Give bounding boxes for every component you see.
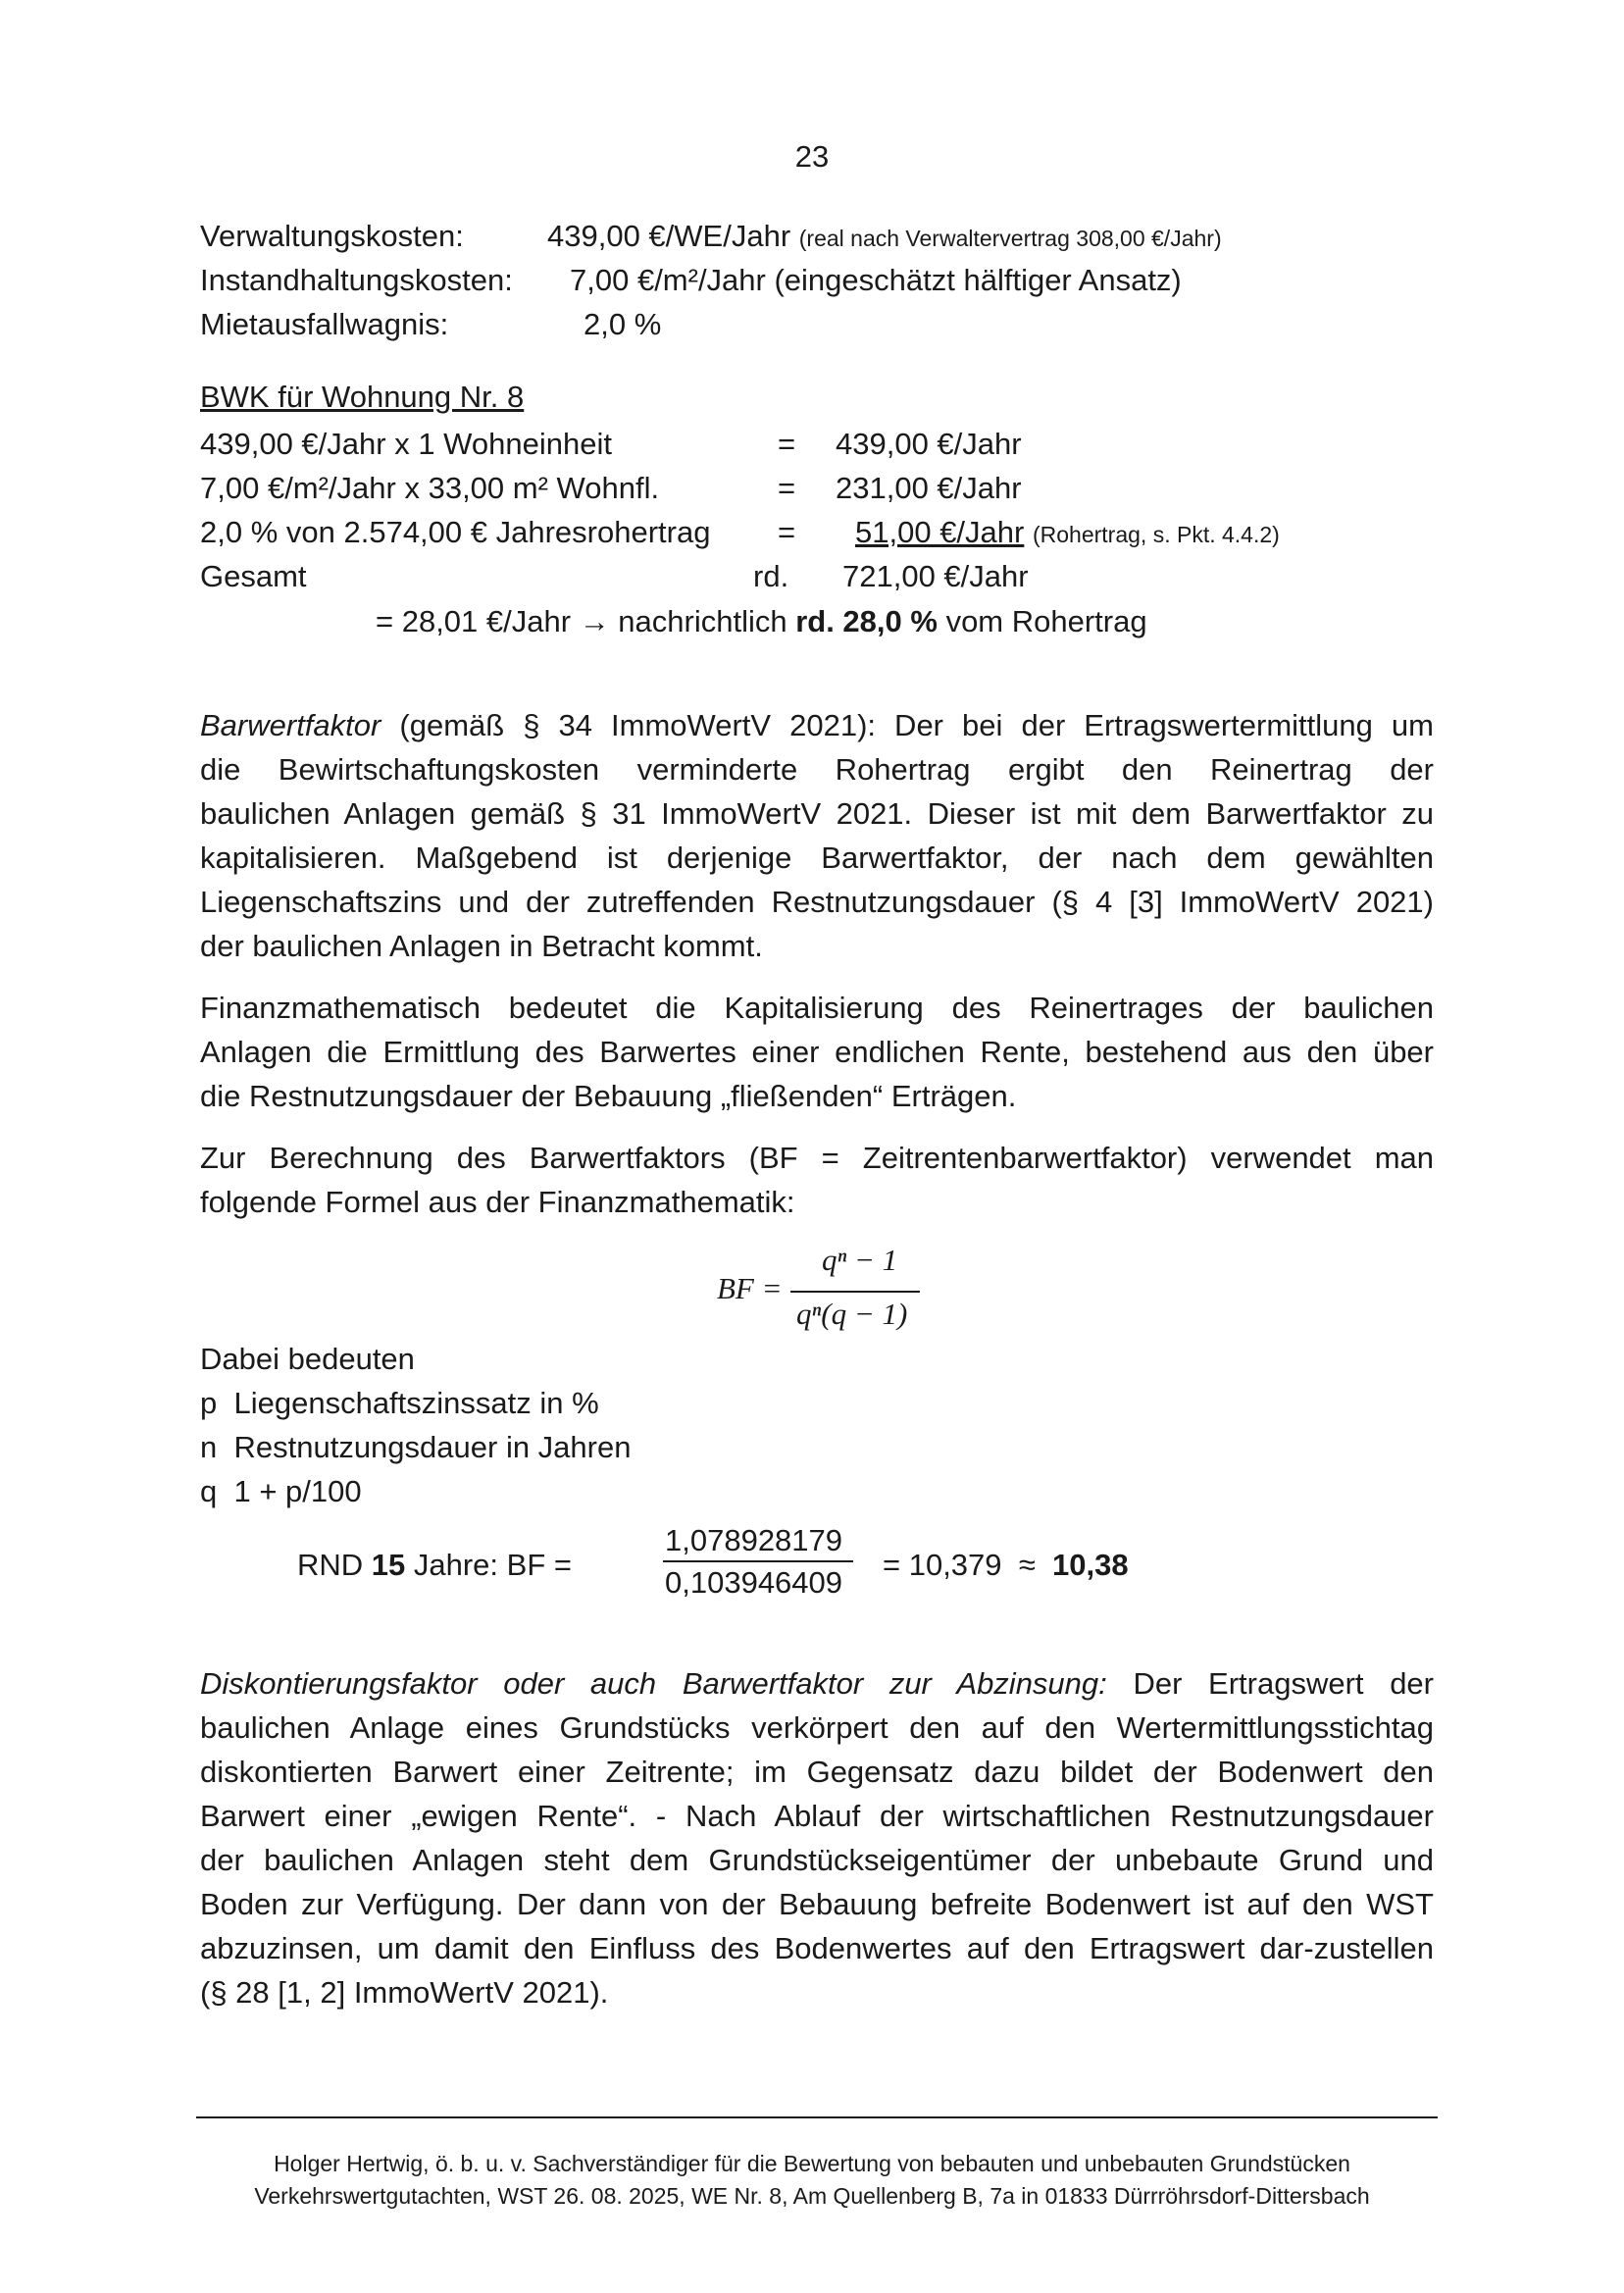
bwk-row-4-op: rd. [753,559,789,593]
formula-denominator: qⁿ(q − 1) [796,1297,908,1331]
bwk-row-3-value: 51,00 €/Jahr (Rohertrag, s. Pkt. 4.4.2) [855,515,1280,549]
calc-label: RND 15 Jahre: BF = [297,1548,572,1582]
paragraph-diskontierungsfaktor: Diskontierungsfaktor oder auch Barwertfaktor zur Abzinsung: Der Ertragswert der baulichen Anlage eines Grundstücks verkörpert den auf den Wertermittlungsstichtag diskontierten Barwert einer Zeitrente; im Gegensatz dazu bildet der Bodenwert den Barwert einer „ewigen Rente“. - Nach Ablauf der wirtschaftlichen Restnutzungsdauer der baulichen Anlagen steht dem Grundstückseigentümer der unbebaute Grund und Boden zur Verfügung. Der dann von der Bebauung befreite Bodenwert ist auf den WST abzuzinsen, um damit den Einfluss des Bodenwertes auf den Ertragswert dar-zustellen (§ 28 [1, 2] ImmoWertV 2021). [200,1666,1434,2010]
bwk-row-1-left: 439,00 €/Jahr x 1 Wohneinheit [200,427,612,461]
bwk-row-2-op: = [778,471,796,505]
calc-denominator: 0,103946409 [665,1565,843,1600]
bwk-row-3-op: = [778,515,796,549]
cost-instandhaltung-label: Instandhaltungskosten: [200,263,513,297]
page-number: 23 [794,139,830,174]
paragraph-formel-intro: Zur Berechnung des Barwertfaktors (BF = Zeitrentenbarwertfaktor) verwendet man folgende Formel aus der Finanzmathematik: [200,1141,1434,1219]
cost-instandhaltung-value: 7,00 €/m²/Jahr (eingeschätzt hälftiger Ansatz) [570,263,1182,297]
formula-numerator: qⁿ − 1 [822,1243,898,1277]
cost-mietausfall-value: 2,0 % [584,307,662,341]
bwk-row-1-value: 439,00 €/Jahr [836,427,1022,461]
bwk-heading: BWK für Wohnung Nr. 8 [200,380,525,414]
legend-intro: Dabei bedeuten [200,1342,415,1376]
formula-fraction-bar [790,1291,920,1293]
paragraph-finanzmathematisch: Finanzmathematisch bedeutet die Kapitalisierung des Reinertrages der baulichen Anlagen die Ermittlung des Barwertes einer endlichen Rente, bestehend aus den über die Restnutzungsdauer der Bebauung „fließenden“ Erträgen. [200,991,1434,1113]
bwk-row-2-value: 231,00 €/Jahr [836,471,1022,505]
bwk-row-3-left: 2,0 % von 2.574,00 € Jahresrohertrag [200,515,711,549]
term-diskontierungsfaktor: Diskontierungsfaktor oder auch Barwertfaktor zur Abzinsung: [200,1666,1107,1701]
legend-item-p: p Liegenschaftszinssatz in % [200,1386,599,1420]
calc-numerator: 1,078928179 [665,1523,843,1557]
footer-line-2: Verkehrswertgutachten, WST 26. 08. 2025, WE Nr. 8, Am Quellenberg B, 7a in 01833 Dürrröhrsdorf-Dittersbach [254,2183,1370,2209]
bwk-row-2-left: 7,00 €/m²/Jahr x 33,00 m² Wohnfl. [200,471,660,505]
cost-mietausfall-label: Mietausfallwagnis: [200,307,449,341]
formula-lhs: BF = [717,1271,783,1305]
legend-item-q: q 1 + p/100 [200,1474,362,1508]
cost-verwaltung-label: Verwaltungskosten: [200,219,464,253]
footer-divider [196,2116,1438,2118]
term-barwertfaktor: Barwertfaktor [200,708,381,742]
legend-item-n: n Restnutzungsdauer in Jahren [200,1430,632,1464]
bwk-row-4-value: 721,00 €/Jahr [842,559,1029,593]
bwk-row-1-op: = [778,427,796,461]
bwk-row-4-left: Gesamt [200,559,307,593]
cost-verwaltung-value: 439,00 €/WE/Jahr (real nach Verwaltervertrag 308,00 €/Jahr) [547,219,1222,253]
calc-result: = 10,379 ≈ 10,38 [883,1548,1129,1582]
paragraph-barwertfaktor: Barwertfaktor (gemäß § 34 ImmoWertV 2021): Der bei der Ertragswertermittlung um die Bewirtschaftungskosten verminderte Rohertrag ergibt den Reinertrag der baulichen Anlagen gemäß § 31 ImmoWertV 2021. Dieser ist mit dem Barwertfaktor zu kapitalisieren. Maßgebend ist derjenige Barwertfaktor, der nach dem gewählten Liegenschaftszins und der zutreffenden Restnutzungsdauer (§ 4 [3] ImmoWertV 2021) der baulichen Anlagen in Betracht kommt. [200,708,1434,963]
footer-line-1: Holger Hertwig, ö. b. u. v. Sachverständiger für die Bewertung von bebauten und unbebauten Grundstücken [274,2151,1350,2176]
bwk-summary: = 28,01 €/Jahr → nachrichtlich rd. 28,0 % vom Rohertrag [376,604,1147,638]
